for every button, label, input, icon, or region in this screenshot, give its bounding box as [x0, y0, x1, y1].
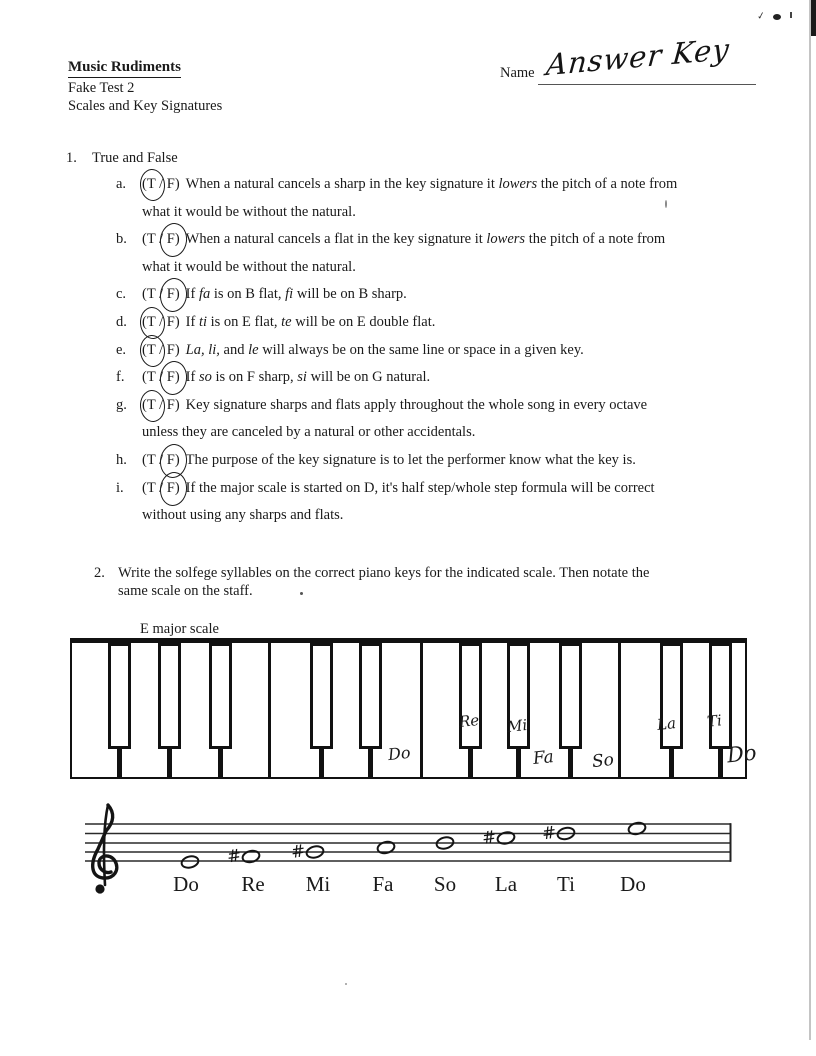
tf-choice-text: T [146, 286, 156, 303]
key-divider-stem [167, 749, 172, 779]
scan-speck [665, 200, 667, 208]
tf-choice [142, 314, 180, 331]
tf-choice-text: T [146, 452, 156, 468]
solfege-label-5: So [433, 872, 457, 896]
tf-statement-wrap: what it would be without the natural. [142, 203, 356, 220]
answer-circle-t [139, 168, 167, 202]
tf-choice [142, 452, 180, 469]
tf-choice-text: T [146, 231, 156, 248]
tf-item-letter: d. [116, 314, 127, 330]
tf-statement-segment: lowers [486, 231, 526, 248]
tf-choice-text: / [155, 341, 167, 358]
black-key [709, 643, 732, 749]
tf-statement-segment: will be on G natural. [306, 369, 431, 386]
tf-statement [186, 342, 584, 358]
tf-statement-segment: When a natural cancels a flat in the key signature it [185, 231, 487, 248]
handwritten-name: Answer Key [544, 31, 732, 83]
tf-statement-segment: La, li, [185, 341, 220, 358]
black-key [158, 643, 181, 749]
tf-choice-text: / [155, 396, 167, 413]
tf-statement-segment: is on B flat, [210, 286, 286, 303]
tf-statement [186, 314, 436, 330]
key-divider-stem [117, 749, 122, 779]
tf-statement-segment: the pitch of a note from [525, 231, 666, 248]
tf-statement-segment: lowers [498, 176, 538, 192]
q2-text-line2: same scale on the staff. [118, 583, 253, 599]
tf-choice-text: F [166, 286, 175, 303]
q1-number: 1. [66, 150, 77, 166]
tf-statement-segment: and [219, 341, 249, 358]
answer-circle-f [158, 277, 189, 314]
tf-item-letter: e. [116, 341, 127, 358]
tf-choice-text: ) [174, 452, 180, 468]
key-divider-stem [218, 749, 223, 779]
handwritten-sharp-sign: # [289, 841, 307, 863]
tf-statement [186, 176, 678, 192]
tf-choice [142, 480, 180, 497]
solfege-label-4: Fa [372, 872, 394, 896]
tf-choice-text: T [146, 176, 156, 192]
tf-choice-text: T [146, 369, 156, 386]
tf-item-letter: i. [116, 479, 124, 496]
key-divider-stem [669, 749, 674, 779]
answer-circle-f [158, 470, 189, 507]
tf-statement-segment: The purpose of the key signature is to let the performer know what the key is. [185, 452, 636, 468]
tf-statement [186, 480, 655, 496]
key-divider-stem [516, 749, 521, 779]
tf-statement-segment: If [185, 286, 199, 303]
solfege-label-7: Ti [557, 872, 575, 896]
tf-item-letter: a. [116, 176, 127, 192]
key-divider-stem [568, 749, 573, 779]
key-divider-stem [319, 749, 324, 779]
tf-statement-segment: ti [198, 314, 208, 330]
answer-circle-t [139, 334, 167, 368]
tf-item-i [90, 480, 655, 497]
tf-item-h [90, 452, 636, 469]
black-key [108, 643, 131, 749]
black-key [209, 643, 232, 749]
tf-item-f [90, 369, 430, 386]
tf-statement-wrap: without using any sharps and flats. [142, 507, 344, 524]
tf-choice-text: ) [174, 369, 180, 386]
q2-text-line1: Write the solfege syllables on the correct piano keys for the indicated scale. Then notate the [118, 565, 650, 581]
tf-item-letter: c. [116, 286, 127, 303]
tf-choice-text: T [146, 396, 156, 413]
tf-statement-segment: si [297, 369, 307, 386]
tf-item-letter: g. [116, 396, 127, 413]
tf-statement-segment: is on F sharp, [211, 369, 298, 386]
tf-choice-text: F [166, 369, 175, 386]
tf-statement [186, 231, 666, 247]
black-key [559, 643, 582, 749]
tf-choice [142, 231, 180, 248]
handwritten-notehead-E4 [180, 855, 199, 870]
handwritten-solfege-E4: Do [386, 742, 411, 765]
handwritten-sharp-sign: # [225, 845, 243, 868]
handwritten-sharp-sign: # [480, 827, 498, 849]
tf-item-d [90, 314, 435, 331]
tf-item-a [90, 176, 677, 193]
q1-title: True and False [92, 150, 178, 166]
tf-choice-text: / [155, 452, 167, 468]
handwritten-sharp-sign: # [540, 822, 558, 845]
tf-choice-text: ) [174, 314, 180, 330]
handwritten-solfege-E5: Do [725, 740, 758, 768]
tf-choice-text: / [155, 231, 167, 248]
solfege-label-8: Do [620, 872, 646, 896]
handwritten-solfege-B4: So [590, 749, 615, 773]
tf-choice-text: F [166, 314, 175, 330]
handwritten-solfege-F#4: Re [457, 710, 480, 732]
tf-choice-text: / [155, 176, 167, 192]
black-key [310, 643, 333, 749]
tf-statement-segment: is on E flat, [207, 314, 282, 330]
octave-divider [618, 643, 621, 777]
tf-statement-segment: If [185, 369, 199, 386]
solfege-label-3: Mi [305, 872, 331, 896]
tf-choice-text: / [155, 369, 167, 386]
octave-divider [268, 643, 271, 777]
tf-choice-text: ( [142, 341, 147, 358]
tf-statement-segment: will always be on the same line or space in a given key. [258, 341, 584, 358]
tf-item-b [90, 231, 665, 248]
tf-statement-segment: will be on B sharp. [293, 286, 407, 303]
tf-choice [142, 286, 180, 303]
tf-choice-text: / [155, 314, 167, 330]
tf-choice-text: T [146, 314, 156, 330]
tf-choice-text: ( [142, 286, 147, 303]
tf-choice-text: F [166, 341, 175, 358]
tf-statement-wrap: what it would be without the natural. [142, 258, 356, 275]
tf-statement-segment: fi [285, 286, 294, 303]
answer-circle-f [158, 222, 189, 259]
tf-choice-text: ( [142, 231, 147, 248]
handwritten-solfege-D#5: Ti [705, 711, 723, 731]
handwritten-solfege-C#5: La [655, 714, 677, 734]
tf-statement-segment: fa [198, 286, 211, 303]
test-topic: Scales and Key Signatures [68, 98, 223, 114]
tf-choice-text: ( [142, 369, 147, 386]
key-divider-stem [368, 749, 373, 779]
solfege-label-2: Re [241, 872, 265, 896]
tf-choice-text: ( [142, 452, 147, 468]
tf-statement-segment: If [185, 314, 199, 330]
scan-edge-line [809, 0, 811, 1040]
tf-choice-text: ) [174, 231, 180, 248]
tf-choice-text: / [155, 479, 167, 496]
tf-choice-text: ( [142, 396, 147, 413]
tf-choice-text: F [166, 176, 175, 192]
pen-check-mark: ✓ [756, 10, 767, 23]
tf-choice-text: ) [174, 286, 180, 303]
scan-speck [345, 983, 347, 985]
tf-choice-text: ( [142, 314, 147, 330]
tf-choice-text: T [146, 341, 156, 358]
tf-statement-segment: so [198, 369, 212, 386]
solfege-label-6: La [494, 872, 518, 896]
music-staff [60, 795, 760, 915]
tf-choice [142, 369, 180, 386]
tf-statement [186, 452, 636, 468]
tf-choice-text: ) [174, 341, 180, 358]
tf-choice-text: ( [142, 479, 147, 496]
tf-item-g [90, 397, 647, 414]
test-subtitle: Fake Test 2 [68, 80, 135, 96]
tf-choice [142, 176, 180, 193]
piano-keyboard-diagram [70, 638, 758, 779]
scale-label: E major scale [140, 621, 219, 637]
tf-statement [186, 286, 407, 302]
tf-statement [186, 369, 431, 385]
tf-choice [142, 397, 180, 414]
scan-speck [300, 592, 303, 595]
pen-tick-mark [790, 12, 792, 18]
tf-choice-text: ) [174, 479, 180, 496]
tf-statement-segment: will be on E double flat. [291, 314, 436, 330]
tf-choice-text: F [166, 452, 175, 468]
handwritten-solfege-A4: Fa [531, 746, 555, 770]
black-key [359, 643, 382, 749]
treble-clef-icon [93, 805, 117, 894]
tf-statement-segment: When a natural cancels a sharp in the key signature it [185, 176, 499, 192]
tf-item-letter: h. [116, 452, 127, 468]
tf-statement-segment: If the major scale is started on D, it's half step/whole step formula will be correct [185, 479, 655, 496]
tf-statement-segment: Key signature sharps and flats apply throughout the whole song in every octave [185, 396, 648, 413]
tf-choice-text: F [166, 479, 175, 496]
tf-choice-text: ) [174, 396, 180, 413]
tf-choice-text: / [155, 286, 167, 303]
key-divider-stem [468, 749, 473, 779]
octave-divider [420, 643, 423, 777]
tf-item-c [90, 286, 407, 303]
tf-statement-segment: te [281, 314, 292, 330]
tf-statement-segment: le [248, 341, 259, 358]
tf-statement [186, 397, 647, 413]
q2-number: 2. [94, 565, 105, 581]
tf-statement-wrap: unless they are canceled by a natural or other accidentals. [142, 424, 476, 441]
tf-choice-text: ( [142, 176, 147, 192]
tf-choice [142, 342, 180, 359]
handwritten-solfege-G#4: Mi [505, 715, 528, 737]
tf-choice-text: ) [174, 176, 180, 192]
scan-corner-bar [811, 0, 816, 36]
solfege-label-1: Do [173, 872, 199, 896]
tf-choice-text: F [166, 396, 175, 413]
tf-choice-text: F [166, 231, 175, 248]
black-key [459, 643, 482, 749]
tf-item-letter: f. [116, 369, 125, 386]
answer-circle-t [139, 389, 167, 423]
key-divider-stem [718, 749, 723, 779]
tf-item-letter: b. [116, 231, 127, 248]
staff-lines [85, 824, 731, 861]
tf-choice-text: T [146, 479, 156, 496]
handwritten-notes [180, 821, 646, 869]
tf-statement-segment: the pitch of a note from [537, 176, 678, 192]
pen-blob-mark [773, 14, 781, 20]
name-label: Name [500, 65, 535, 81]
answer-circle-f [158, 360, 189, 397]
tf-item-e [90, 342, 584, 359]
page-title: Music Rudiments [68, 59, 181, 78]
